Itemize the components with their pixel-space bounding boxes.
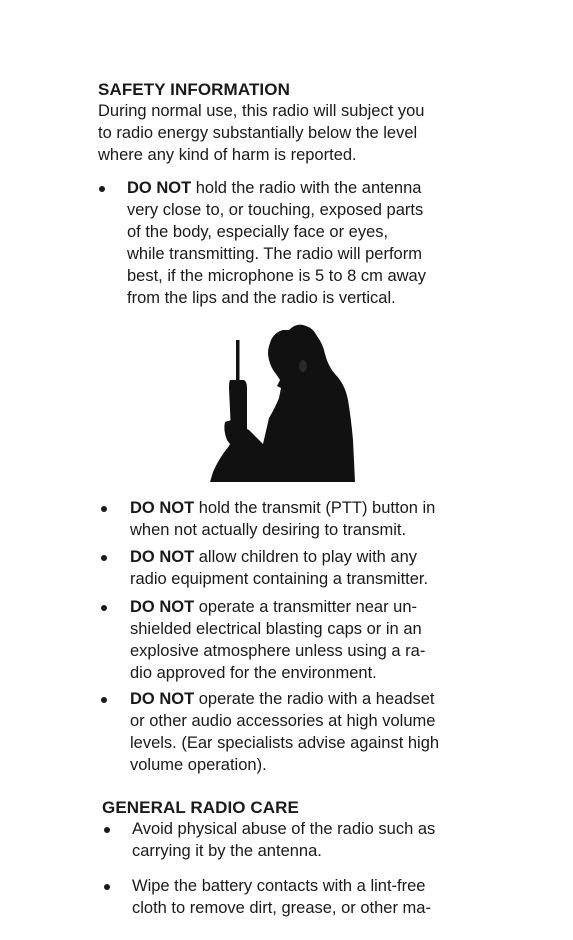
bullet-line: best, if the microphone is 5 to 8 cm away [127,267,426,285]
bullet-line: Avoid physical abuse of the radio such as [132,820,436,838]
bullet-line: volume operation). [130,756,267,774]
bullet-dot [101,605,107,611]
bullet-line: explosive atmosphere unless using a ra- [130,642,426,660]
safety-intro-paragraph [98,100,424,166]
bullet-first-line-rest: allow children to play with any [194,548,418,566]
do-not-emphasis: DO NOT [130,690,195,708]
bullet-line: cloth to remove dirt, grease, or other ma- [132,899,431,917]
bullet-line: levels. (Ear specialists advise against high [130,734,440,752]
bullet-dot [104,884,110,890]
bullet-line: radio equipment containing a transmitter. [130,570,429,588]
do-not-emphasis: DO NOT [130,499,195,517]
bullet-first-line [127,177,426,199]
bullet-line: while transmitting. The radio will perform [127,245,422,263]
intro-line: During normal use, this radio will subject you [98,102,425,120]
bullet-dot [99,186,105,192]
bullet-line: or other audio accessories at high volume [130,712,436,730]
do-not-emphasis: DO NOT [130,598,195,616]
bullet-line: carrying it by the antenna. [132,842,322,860]
bullet-dot [101,555,107,561]
bullet-line: very close to, or touching, exposed parts [127,201,424,219]
intro-line: where any kind of harm is reported. [98,146,357,164]
intro-line: to radio energy substantially below the level [98,124,418,142]
do-not-emphasis: DO NOT [127,179,192,197]
bullet-line: Wipe the battery contacts with a lint-free [132,877,426,895]
bullet-first-line [130,688,439,710]
do-not-emphasis: DO NOT [130,548,195,566]
bullet-line: from the lips and the radio is vertical. [127,289,396,307]
bullet-first-line [130,546,428,568]
bullet-line: shielded electrical blasting caps or in an [130,620,422,638]
bullet-dot [101,697,107,703]
bullet-first-line-rest: operate the radio with a headset [194,690,435,708]
bullet-line: dio approved for the environment. [130,664,377,682]
general-radio-care-heading: GENERAL RADIO CARE [102,798,300,817]
bullet-first-line-rest: hold the radio with the antenna [191,179,422,197]
bullet-line: when not actually desiring to transmit. [130,521,407,539]
person-speaking-into-radio-illustration [205,322,360,482]
bullet-first-line [130,596,425,618]
bullet-first-line-rest: hold the transmit (PTT) button in [194,499,436,517]
bullet-dot [104,827,110,833]
bullet-line: of the body, especially face or eyes, [127,223,389,241]
bullet-dot [101,506,107,512]
bullet-first-line [130,497,435,519]
safety-information-heading: SAFETY INFORMATION [98,80,290,99]
bullet-first-line-rest: operate a transmitter near un- [194,598,418,616]
